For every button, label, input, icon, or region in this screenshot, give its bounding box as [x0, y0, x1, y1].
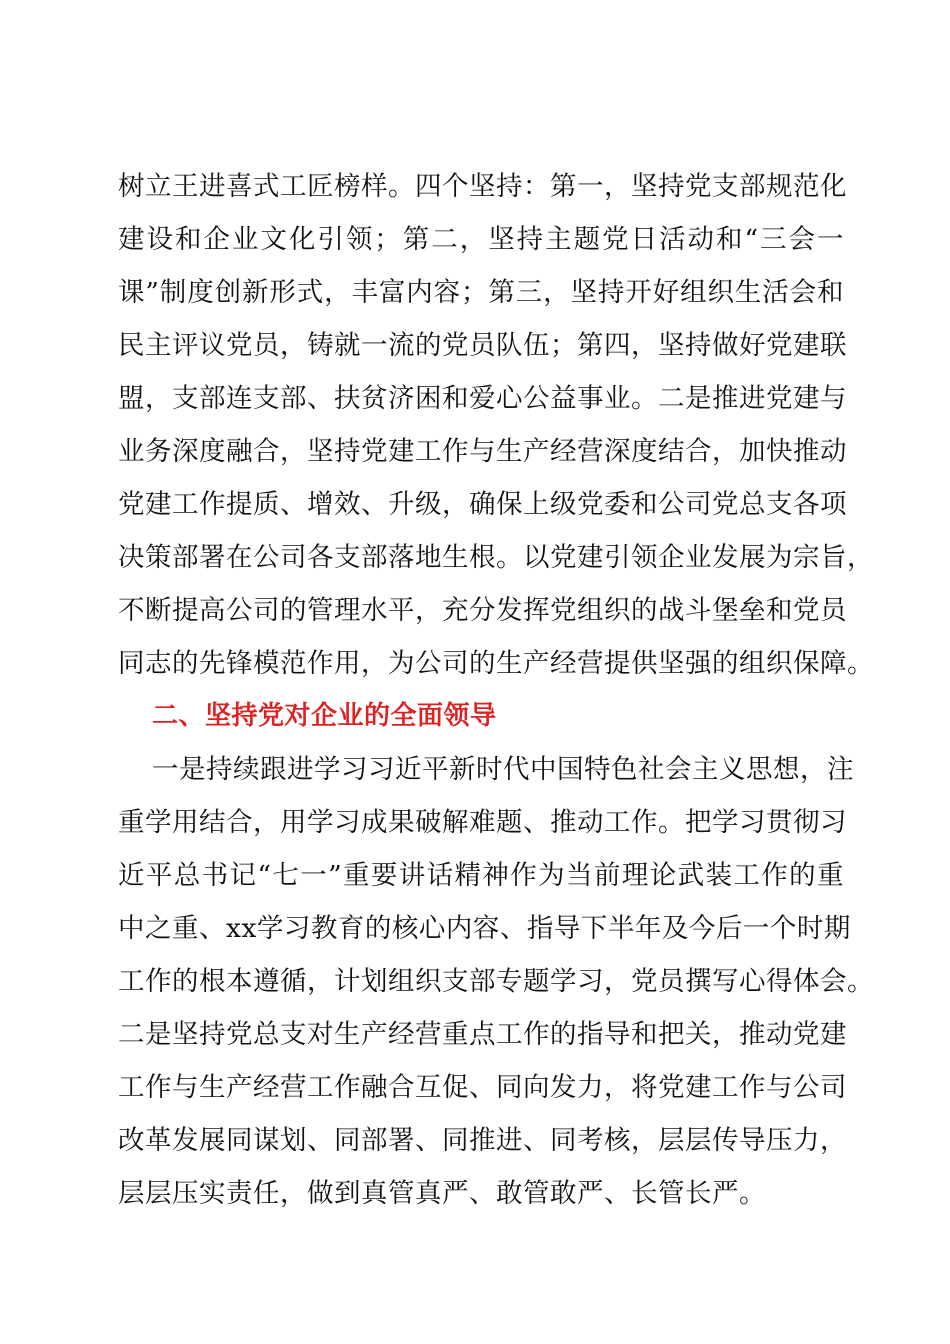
text-line: 同志的先锋模范作用，为公司的生产经营提供坚强的组织保障。: [118, 648, 874, 679]
text-line: 业务深度融合，坚持党建工作与生产经营深度结合，加快推动: [118, 436, 847, 467]
paragraph-party-building: [118, 160, 874, 690]
text-line: 民主评议党员，铸就一流的党员队伍；第四，坚持做好党建联: [118, 330, 847, 361]
paragraph-leadership: [118, 743, 874, 1220]
text-line: 不断提高公司的管理水平，充分发挥党组织的战斗堡垒和党员: [118, 595, 847, 626]
text-line: 二是坚持党总支对生产经营重点工作的指导和把关，推动党建: [118, 1019, 847, 1050]
section-heading: 二、坚持党对企业的全面领导: [152, 701, 497, 731]
text-line: 盟，支部连支部、扶贫济困和爱心公益事业。二是推进党建与: [118, 383, 847, 414]
text-line: 决策部署在公司各支部落地生根。以党建引领企业发展为宗旨，: [118, 542, 874, 573]
text-line: 中之重、xx学习教育的核心内容、指导下半年及今后一个时期: [118, 913, 851, 944]
text-line: 改革发展同谋划、同部署、同推进、同考核，层层传导压力，: [118, 1125, 847, 1156]
text-line: 重学用结合，用学习成果破解难题、推动工作。把学习贯彻习: [118, 807, 847, 838]
text-line: 建设和企业文化引领；第二，坚持主题党日活动和“三会一: [118, 224, 844, 255]
text-line: 工作的根本遵循，计划组织支部专题学习，党员撰写心得体会。: [118, 966, 874, 997]
text-line: 层层压实责任，做到真管真严、敢管敢严、长管长严。: [118, 1178, 766, 1209]
text-line: 一是持续跟进学习习近平新时代中国特色社会主义思想，注: [152, 754, 854, 785]
text-line: 树立王进喜式工匠榜样。四个坚持：第一，坚持党支部规范化: [118, 171, 847, 202]
text-line: 课”制度创新形式，丰富内容；第三，坚持开好组织生活会和: [118, 277, 844, 308]
document-body: [118, 160, 874, 1220]
text-line: 工作与生产经营工作融合互促、同向发力，将党建工作与公司: [118, 1072, 847, 1103]
text-line: 党建工作提质、增效、升级，确保上级党委和公司党总支各项: [118, 489, 847, 520]
text-line: 近平总书记“七一”重要讲话精神作为当前理论武装工作的重: [118, 860, 844, 891]
